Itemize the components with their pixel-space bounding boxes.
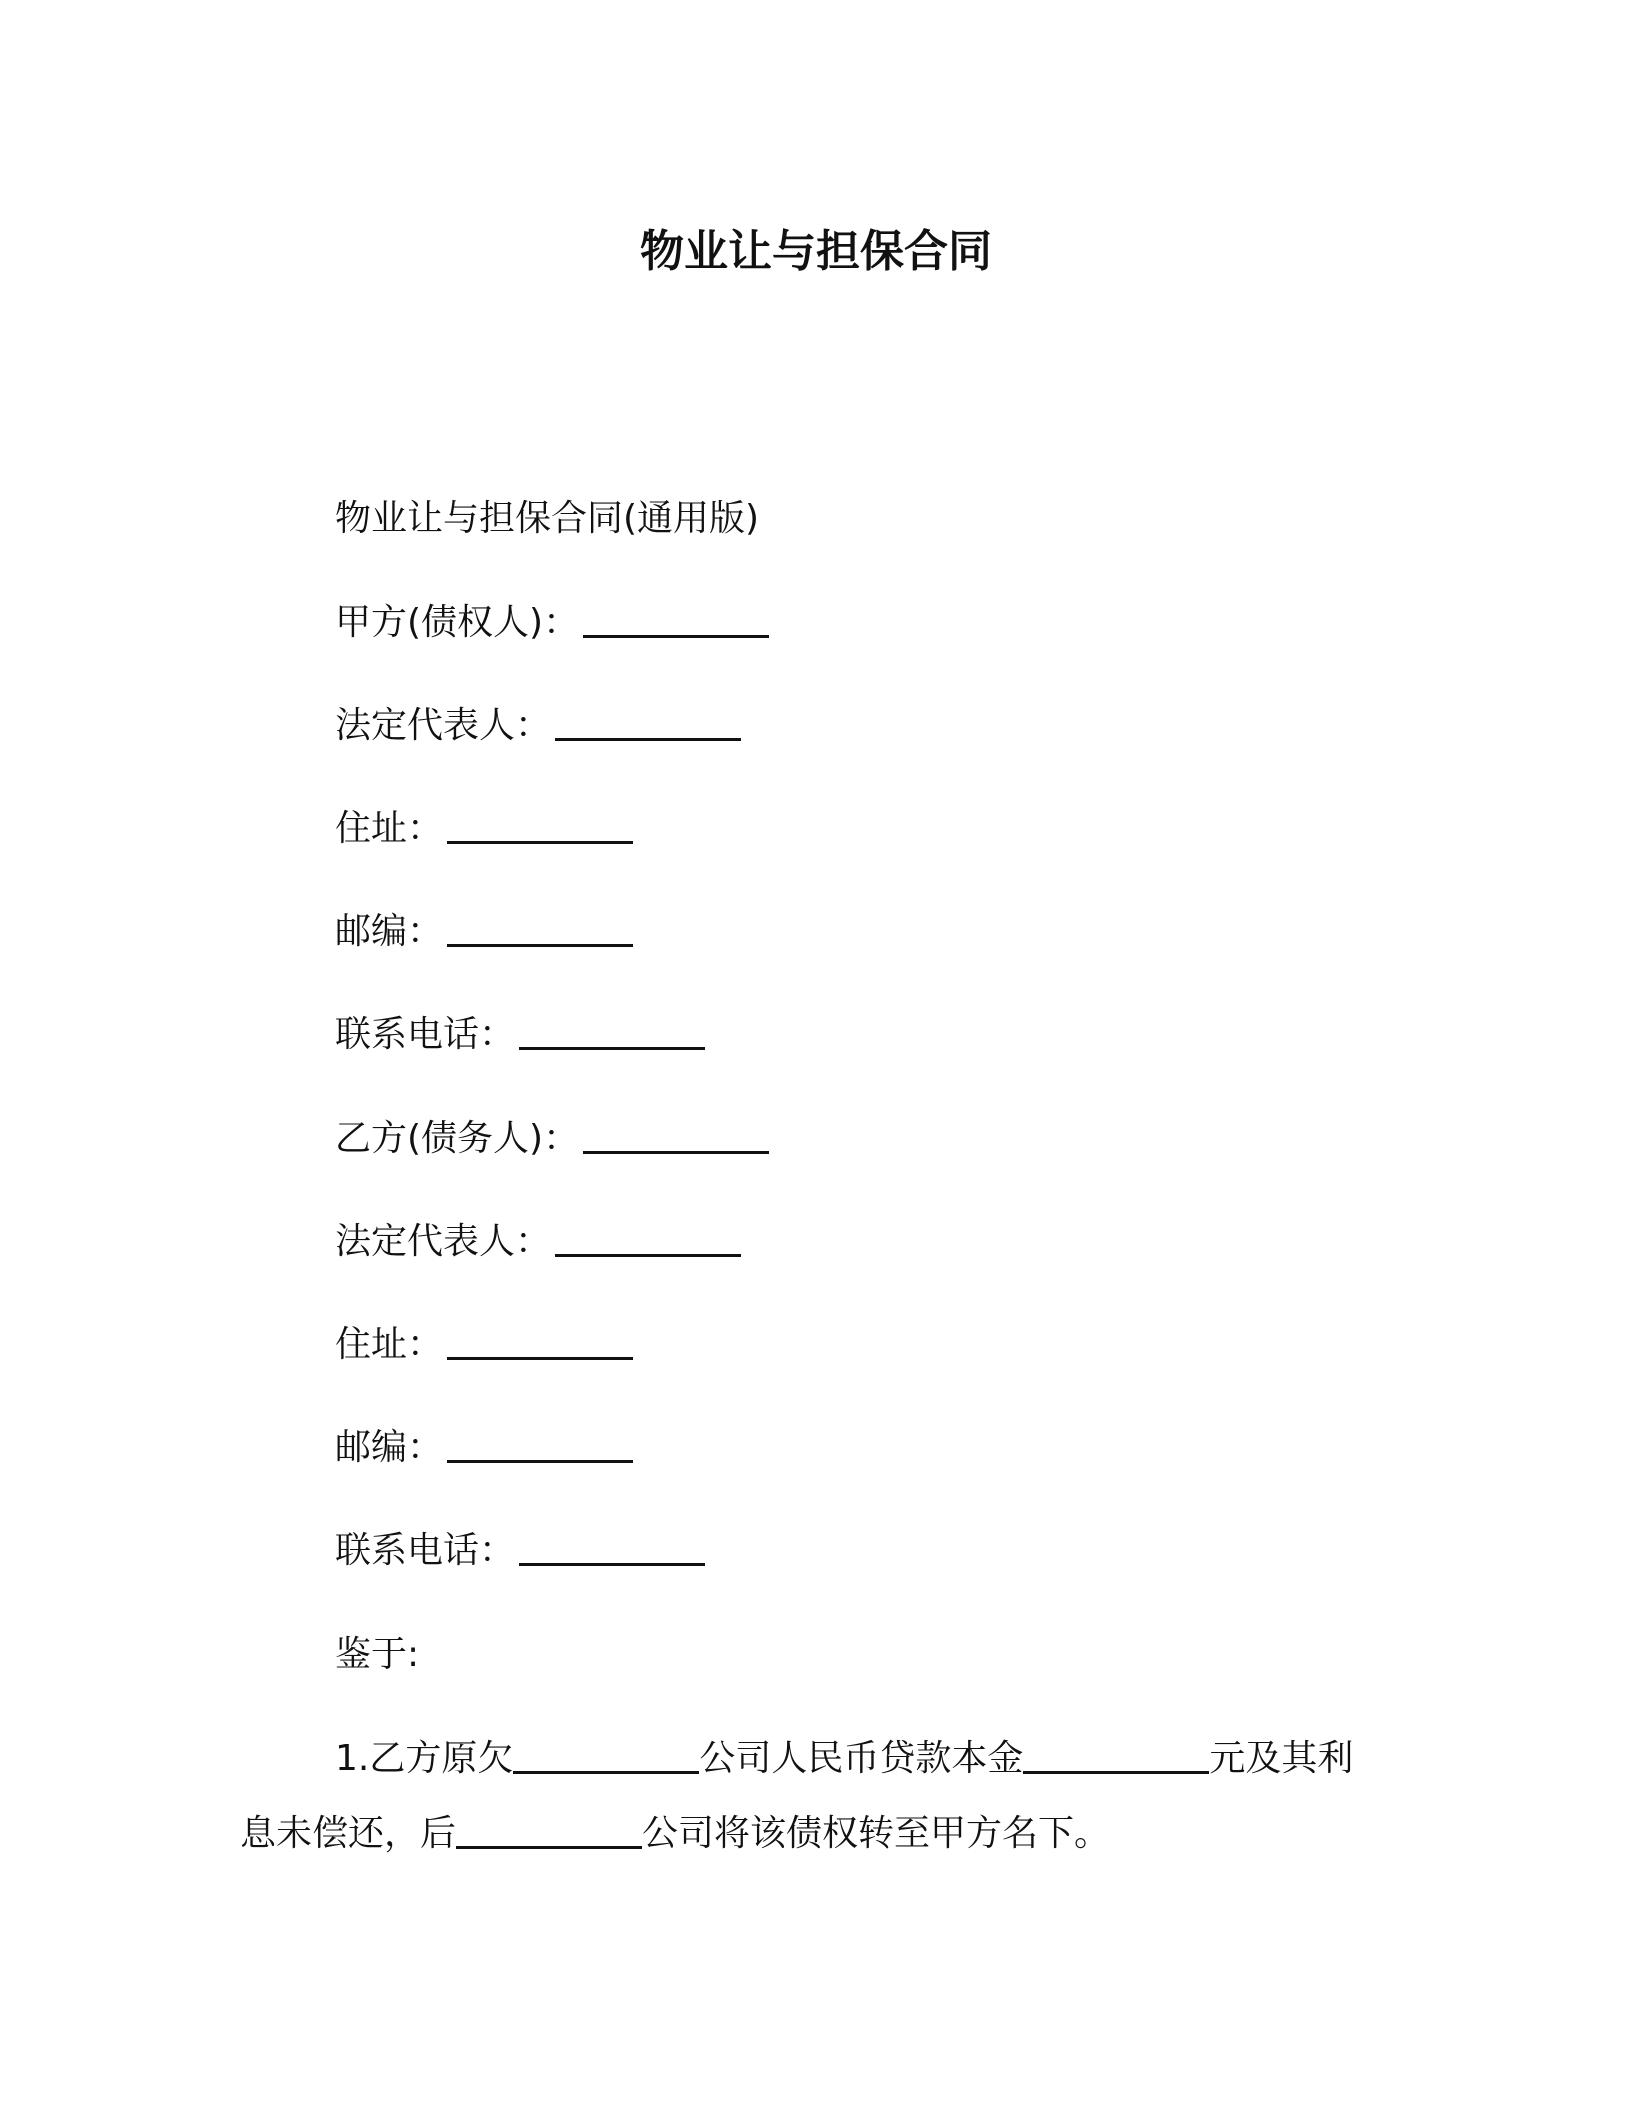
document-subtitle — [335, 494, 759, 544]
party-a-rep-label: 法定代表人： — [335, 705, 552, 746]
party-a-phone-blank — [519, 1011, 705, 1050]
party-b-address-label: 住址： — [335, 1324, 444, 1365]
party-b-postcode-label: 邮编： — [335, 1427, 444, 1468]
party-b-address-line — [335, 1320, 633, 1370]
party-b-rep-blank — [555, 1218, 741, 1257]
party-a-postcode-line — [335, 907, 633, 957]
party-a-line — [335, 598, 769, 648]
party-b-phone-line — [335, 1526, 705, 1576]
clause-1-text-c: 元及其利 — [1209, 1738, 1354, 1779]
clause-1-text-b: 公司人民币贷款本金 — [699, 1738, 1024, 1779]
clause-1-blank-2 — [1023, 1735, 1209, 1774]
party-a-address-line — [335, 804, 633, 854]
party-a-label: 甲方(债权人)： — [335, 602, 580, 643]
clause-1-line-2 — [240, 1809, 1110, 1859]
party-b-blank — [583, 1115, 769, 1154]
whereas-line — [335, 1630, 419, 1680]
party-a-phone-label: 联系电话： — [335, 1014, 516, 1055]
clause-1-text-d: 息未偿还，后 — [240, 1813, 457, 1854]
clause-1-line-1 — [335, 1734, 1353, 1784]
party-a-rep-blank — [555, 702, 741, 741]
party-b-rep-line — [335, 1217, 741, 1267]
party-b-phone-label: 联系电话： — [335, 1530, 516, 1571]
party-b-rep-label: 法定代表人： — [335, 1221, 552, 1262]
party-b-postcode-line — [335, 1423, 633, 1473]
clause-1-text-e: 公司将该债权转至甲方名下。 — [642, 1813, 1111, 1854]
party-a-blank — [583, 599, 769, 638]
party-b-postcode-blank — [447, 1424, 633, 1463]
party-b-line — [335, 1114, 769, 1164]
party-b-label: 乙方(债务人)： — [335, 1118, 580, 1159]
clause-1-blank-1 — [513, 1735, 699, 1774]
document-title: 物业让与担保合同 — [640, 226, 992, 277]
party-b-address-blank — [447, 1321, 633, 1360]
clause-1-text-a: 1.乙方原欠 — [335, 1738, 514, 1779]
whereas-label: 鉴于: — [335, 1634, 420, 1675]
party-a-postcode-label: 邮编： — [335, 911, 444, 952]
party-a-address-label: 住址： — [335, 808, 444, 849]
subtitle-text: 物业让与担保合同(通用版) — [335, 498, 760, 539]
party-a-phone-line — [335, 1010, 705, 1060]
party-a-rep-line — [335, 701, 741, 751]
party-a-postcode-blank — [447, 908, 633, 947]
party-a-address-blank — [447, 805, 633, 844]
party-b-phone-blank — [519, 1527, 705, 1566]
clause-1-blank-3 — [456, 1810, 642, 1849]
